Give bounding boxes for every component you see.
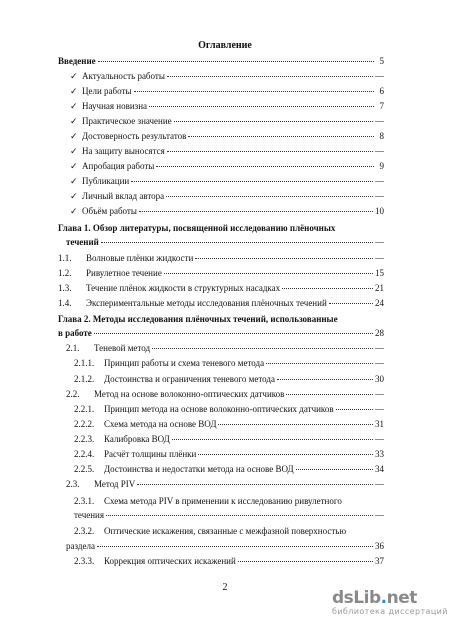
toc-entry-label: Введение xyxy=(58,56,96,66)
toc-entry-page: — xyxy=(375,176,384,186)
leader-dots xyxy=(167,150,373,152)
toc-entry xyxy=(66,388,384,400)
leader-dots xyxy=(152,347,373,349)
leader-dots xyxy=(131,180,373,182)
toc-entry-label: Публикации xyxy=(82,176,130,186)
section-number: 2.3.1. xyxy=(74,496,95,506)
toc-entry-page: — xyxy=(375,389,384,399)
section-number: 2.2.4. xyxy=(74,449,95,459)
toc-entry-label: Теневой метод xyxy=(94,343,151,353)
toc-entry-page: 36 xyxy=(375,541,384,551)
section-number: 2.1.2. xyxy=(74,374,95,384)
toc-entry-page: — xyxy=(375,116,384,126)
toc-entry xyxy=(70,205,384,217)
toc-entry-page: 10 xyxy=(375,206,384,216)
leader-dots xyxy=(218,423,373,425)
toc-entry xyxy=(66,342,384,354)
toc-entry xyxy=(74,433,384,445)
watermark-logo: dsLib.net xyxy=(332,588,417,608)
watermark-subtitle: библиотека диссертаций xyxy=(332,607,448,616)
check-icon: ✓ xyxy=(70,116,78,126)
toc-entry-page: 15 xyxy=(375,268,384,278)
section-number: 2.3.3. xyxy=(74,556,95,566)
toc-entry-page: — xyxy=(375,510,384,520)
section-number: 1.4. xyxy=(58,298,72,308)
leader-dots xyxy=(329,302,373,304)
page-title: Оглавление xyxy=(198,40,252,51)
toc-entry-label: Оптические искажения, связанные с межфазной поверхностью xyxy=(104,526,347,536)
toc-entry-label: течений xyxy=(66,237,99,247)
toc-entry-page: — xyxy=(375,237,384,247)
leader-dots xyxy=(139,210,373,212)
leader-dots xyxy=(174,120,373,122)
check-icon: ✓ xyxy=(70,71,78,81)
leader-dots xyxy=(286,393,373,395)
toc-entry-label: Достоинства и ограничения теневого метода xyxy=(104,374,275,384)
toc-entry-label: Актуальность работы xyxy=(82,71,165,81)
page-number: 2 xyxy=(222,582,228,593)
toc-entry-2-3-1-line1 xyxy=(74,495,342,507)
toc-entry xyxy=(70,160,384,172)
toc-entry xyxy=(74,463,384,475)
watermark xyxy=(332,590,450,619)
toc-entry-intro xyxy=(58,55,384,67)
toc-entry xyxy=(70,190,384,202)
leader-dots xyxy=(97,545,373,547)
leader-dots xyxy=(172,438,373,440)
toc-entry-page: 7 xyxy=(379,101,384,111)
leader-dots xyxy=(134,90,375,92)
section-number: 1.2. xyxy=(58,268,72,278)
toc-entry-2-3-1-line2 xyxy=(74,509,384,521)
toc-entry-label: Расчёт толщины плёнки xyxy=(104,449,197,459)
section-number: 1.1. xyxy=(58,253,72,263)
toc-entry-label: Метод на основе волоконно-оптических датчиков xyxy=(94,389,285,399)
toc-entry-label: Апробация работы xyxy=(82,161,155,171)
toc-entry-page: 37 xyxy=(375,556,384,566)
toc-entry-label: Метод PIV xyxy=(94,479,136,489)
toc-entry-label: Схема метода PIV в применении к исследованию ривулетного xyxy=(104,496,342,506)
toc-entry xyxy=(58,297,384,309)
section-number: 2.2.2. xyxy=(74,419,95,429)
toc-entry-label: Принцип работы и схема теневого метода xyxy=(104,358,265,368)
toc-entry-label: Калибровка ВОД xyxy=(104,434,170,444)
toc-entry-label: в работе xyxy=(58,328,92,338)
toc-entry xyxy=(70,85,384,97)
toc-entry-label: Ривулетное течение xyxy=(86,268,162,278)
toc-entry-page: — xyxy=(375,358,384,368)
section-number: 2.2. xyxy=(66,389,80,399)
leader-dots xyxy=(156,165,374,167)
leader-dots xyxy=(195,257,373,259)
toc-entry-label: Личный вклад автора xyxy=(82,191,165,201)
leader-dots xyxy=(277,378,373,380)
toc-entry-page: — xyxy=(375,71,384,81)
toc-entry-page: 21 xyxy=(375,283,384,293)
leader-dots xyxy=(164,272,373,274)
toc-entry xyxy=(74,448,384,460)
section-number: 1.3. xyxy=(58,283,72,293)
toc-entry-label: Коррекция оптических искажений xyxy=(104,556,236,566)
chapter-2-heading: Глава 2. Методы исследования плёночных течений, использованные xyxy=(58,314,338,324)
toc-entry-label-cont: течения xyxy=(74,510,104,520)
leader-dots xyxy=(188,135,374,137)
leader-dots xyxy=(137,483,373,485)
toc-entry-page: — xyxy=(375,191,384,201)
toc-entry-chapter-2 xyxy=(58,327,384,339)
toc-entry-page: 34 xyxy=(375,464,384,474)
toc-entry-page: 6 xyxy=(379,86,384,96)
toc-entry-2-3-2-line2 xyxy=(66,540,384,552)
toc-entry xyxy=(58,267,384,279)
toc-entry-page: — xyxy=(375,343,384,353)
chapter-1-heading: Глава 1. Обзор литературы, посвященной исследованию плёночных xyxy=(58,223,336,233)
section-number: 2.3.2. xyxy=(74,526,95,536)
leader-dots xyxy=(336,408,373,410)
toc-entry-page: 31 xyxy=(375,419,384,429)
toc-entry-label: На защиту выносятся xyxy=(82,146,165,156)
toc-entry-page: — xyxy=(375,146,384,156)
toc-entry-page: 24 xyxy=(375,298,384,308)
toc-entry-label: Практическое значение xyxy=(82,116,172,126)
toc-entry xyxy=(74,555,384,567)
toc-entry xyxy=(70,115,384,127)
toc-entry-page: — xyxy=(375,434,384,444)
toc-entry-page: — xyxy=(375,404,384,414)
check-icon: ✓ xyxy=(70,191,78,201)
leader-dots xyxy=(296,468,373,470)
toc-entry-page: 28 xyxy=(375,328,384,338)
toc-entry xyxy=(70,130,384,142)
toc-entry xyxy=(70,145,384,157)
toc-entry xyxy=(66,478,384,490)
toc-entry xyxy=(74,373,384,385)
toc-entry-label: Научная новизна xyxy=(82,101,148,111)
section-number: 2.2.3. xyxy=(74,434,95,444)
leader-dots xyxy=(238,560,373,562)
toc-entry-label: Волновые плёнки жидкости xyxy=(86,253,194,263)
toc-entry-label: Схема метода на основе ВОД xyxy=(104,419,217,429)
check-icon: ✓ xyxy=(70,176,78,186)
section-number: 2.3. xyxy=(66,479,80,489)
toc-entry-page: 8 xyxy=(379,131,384,141)
section-number: 2.1. xyxy=(66,343,80,353)
toc-entry xyxy=(70,70,384,82)
toc-entry-page: 33 xyxy=(375,449,384,459)
check-icon: ✓ xyxy=(70,206,78,216)
toc-entry-chapter-1 xyxy=(66,236,384,248)
check-icon: ✓ xyxy=(70,161,78,171)
leader-dots xyxy=(98,60,374,62)
toc-entry xyxy=(70,100,384,112)
leader-dots xyxy=(166,195,373,197)
toc-entry-2-3-2-line1 xyxy=(74,525,346,537)
toc-entry xyxy=(70,175,384,187)
leader-dots xyxy=(167,75,373,77)
toc-entry-label: Объём работы xyxy=(82,206,137,216)
toc-entry-page: — xyxy=(375,253,384,263)
toc-entry xyxy=(58,252,384,264)
toc-entry xyxy=(74,418,384,430)
toc-entry-label: Экспериментальные методы исследования плёночных течений xyxy=(86,298,327,308)
toc-entry-label: Достоверность результатов xyxy=(82,131,187,141)
toc-entry-page: — xyxy=(375,479,384,489)
section-number: 2.2.5. xyxy=(74,464,95,474)
check-icon: ✓ xyxy=(70,131,78,141)
leader-dots xyxy=(149,105,374,107)
leader-dots xyxy=(282,287,373,289)
check-icon: ✓ xyxy=(70,101,78,111)
toc-entry-page: 30 xyxy=(375,374,384,384)
toc-entry xyxy=(74,403,384,415)
leader-dots xyxy=(94,332,373,334)
toc-entry-label: Достоинства и недостатки метода на основе ВОД xyxy=(104,464,294,474)
section-number: 2.1.1. xyxy=(74,358,95,368)
toc-entry xyxy=(58,282,384,294)
section-number: 2.2.1. xyxy=(74,404,95,414)
toc-entry-label: Течение плёнок жидкости в структурных насадках xyxy=(86,283,281,293)
toc-entry-label: Принцип метода на основе волоконно-оптических датчиков xyxy=(104,404,334,414)
toc-entry-page: 5 xyxy=(379,56,384,66)
leader-dots xyxy=(266,362,373,364)
toc-entry-label: Цели работы xyxy=(82,86,132,96)
leader-dots xyxy=(106,514,373,516)
toc-entry-label-cont: раздела xyxy=(66,541,95,551)
check-icon: ✓ xyxy=(70,86,78,96)
leader-dots xyxy=(198,453,373,455)
check-icon: ✓ xyxy=(70,146,78,156)
toc-entry-page: 9 xyxy=(379,161,384,171)
leader-dots xyxy=(101,241,373,243)
toc-entry xyxy=(74,357,384,369)
